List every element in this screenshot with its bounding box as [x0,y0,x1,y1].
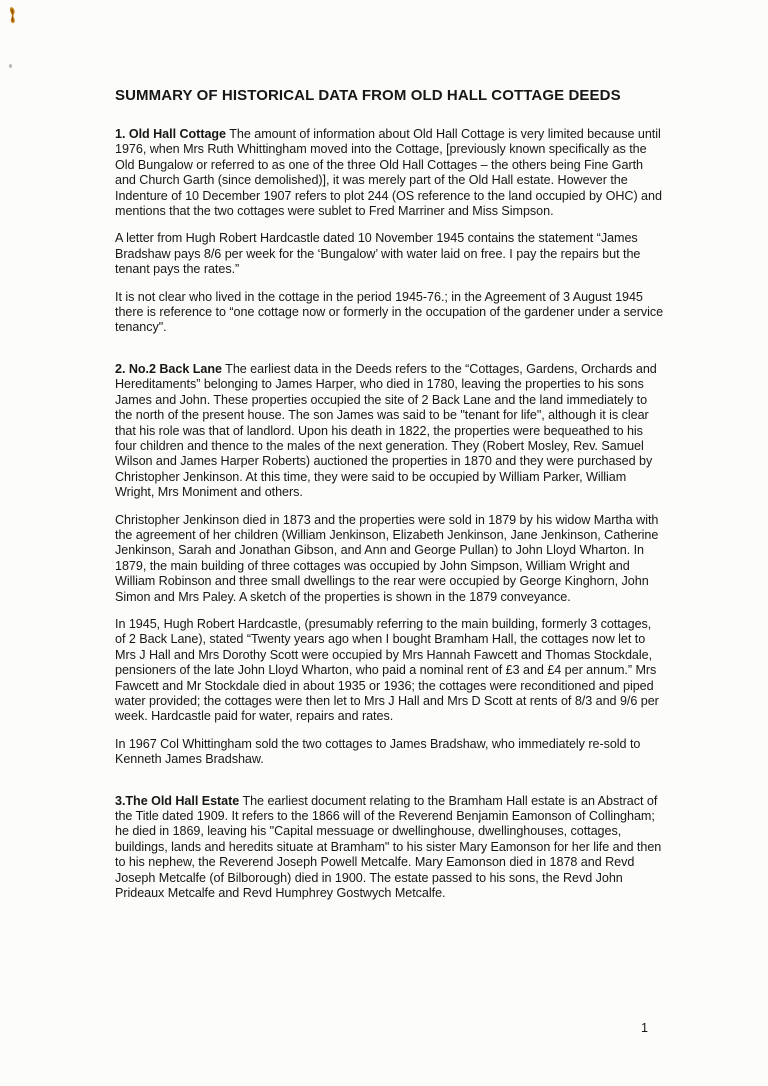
paragraph: 3.The Old Hall Estate The earliest document relating to the Bramham Hall estate is an Abstract of the Title dated 1909. It refers to the 1866 will of the Reverend Benjamin Eamonson of Collingham; he died in 1869, leaving his "Capital messuage or dwellinghouse, dwellinghouses, cottages, buildings, lands and heredits situate at Bramham" to his sister Mary Eamonson for her life and then to his nephew, the Reverend Joseph Powell Metcalfe. Mary Eamonson died in 1878 and Revd Joseph Metcalfe (of Bilborough) died in 1900. The estate passed to his sons, the Revd John Prideaux Metcalfe and Revd Humphrey Gostwych Metcalfe. [115,793,662,901]
section-heading: 1. Old Hall Cottage [115,127,227,141]
document-section [115,336,664,768]
section-heading: 3.The Old Hall Estate [115,793,240,808]
paragraph: It is not clear who lived in the cottage in the period 1945-76.; in the Agreement of 3 August 1945 there is reference to “one cottage now or formerly in the occupation of the gardener under a service tenancy". [115,289,664,335]
document-content [115,87,664,901]
ink-mark-artifact [7,6,19,26]
document-section [115,127,664,336]
document-title: SUMMARY OF HISTORICAL DATA FROM OLD HALL COTTAGE DEEDS [115,87,621,104]
paragraph: 2. No.2 Back Lane The earliest data in the Deeds refers to the “Cottages, Gardens, Orchards and Hereditaments” belonging to James Harper, who died in 1780, leaving the properties to his sons James and John. These properties occupied the site of 2 Back Lane and the land immediately to the north of the present house. The son James was said to be "tenant for life", although it is clear that his role was that of landlord. Upon his death in 1822, the properties were bequeathed to his four children and thence to the males of the next generation. They (Robert Mosley, Rev. Samuel Wilson and James Harper Roberts) auctioned the properties in 1870 and they were purchased by Christopher Jenkinson. At this time, they were said to be occupied by William Parker, William Wright, Mrs Moniment and others. [115,361,657,500]
paragraph: 1. Old Hall Cottage The amount of information about Old Hall Cottage is very limited because until 1976, when Mrs Ruth Whittingham moved into the Cottage, [previously known specifically as the Old Bungalow or referred to as one of the three Old Hall Cottages – the others being Fine Garth and Church Garth (since demolished)], it was merely part of the Old Hall estate. However the Indenture of 10 December 1907 refers to plot 244 (OS reference to the land occupied by OHC) and mentions that the two cottages were sublet to Fred Marriner and Miss Simpson. [115,127,662,219]
document-section [115,768,664,902]
paragraph: In 1945, Hugh Robert Hardcastle, (presumably referring to the main building, formerly 3 cottages, of 2 Back Lane), stated “Twenty years ago when I bought Bramham Hall, the cottages now let to Mrs J Hall and Mrs Dorothy Scott were occupied by Mrs Hannah Fawcett and Thomas Stockdale, pensioners of the late John Lloyd Wharton, who paid a nominal rent of £3 and £4 per annum.” Mrs Fawcett and Mr Stockdale died in about 1935 or 1936; the cottages were reconditioned and piped water provided; the cottages were then let to Mrs J Hall and Mrs D Scott at rents of 8/3 and 9/6 per week. Hardcastle paid for water, repairs and rates. [115,616,659,724]
page-number: 1 [641,1021,649,1035]
paragraph: Christopher Jenkinson died in 1873 and the properties were sold in 1879 by his widow Martha with the agreement of her children (William Jenkinson, Elizabeth Jenkinson, Jane Jenkinson, Catherine Jenkinson, Sarah and Jonathan Gibson, and Ann and George Pullan) to John Lloyd Wharton. In 1879, the main building of three cottages was occupied by John Simpson, William Wright and William Robinson and three small dwellings to the rear were occupied by George Kinghorn, John Simon and Mrs Paley. A sketch of the properties is shown in the 1879 conveyance. [115,512,659,604]
scan-speck [9,64,12,68]
section-heading: 2. No.2 Back Lane [115,361,222,376]
document-body [115,127,664,901]
paragraph: In 1967 Col Whittingham sold the two cottages to James Bradshaw, who immediately re-sold to Kenneth James Bradshaw. [115,736,641,767]
paragraph: A letter from Hugh Robert Hardcastle dated 10 November 1945 contains the statement “James Bradshaw pays 8/6 per week for the ‘Bungalow’ with water laid on free. I pay the repairs but the tenant pays the rates.” [115,231,641,277]
